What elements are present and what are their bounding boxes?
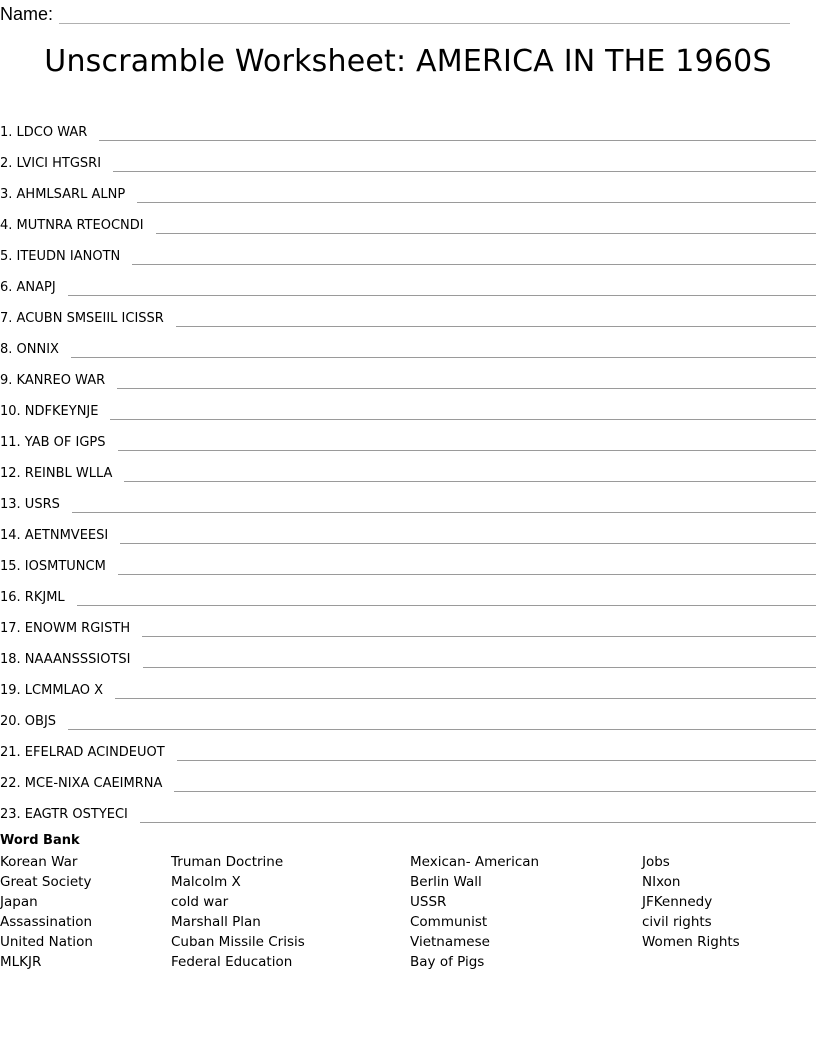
answer-line[interactable] (118, 436, 816, 451)
word-bank-item: Mexican- American (410, 854, 540, 870)
question-row (0, 637, 816, 668)
scrambled-word: 15. IOSMTUNCM (0, 559, 106, 574)
word-bank-item: Great Society (0, 874, 92, 890)
scrambled-word: 11. YAB OF IGPS (0, 435, 106, 450)
answer-line[interactable] (120, 529, 816, 544)
scrambled-word: 16. RKJML (0, 590, 65, 605)
question-list (0, 110, 816, 823)
scrambled-word: 6. ANAPJ (0, 280, 56, 295)
word-bank-item: Federal Education (171, 954, 293, 970)
scrambled-word: 23. EAGTR OSTYECI (0, 807, 128, 822)
scrambled-word: 19. LCMMLAO X (0, 683, 104, 698)
question-row (0, 606, 816, 637)
word-bank-item: Bay of Pigs (410, 954, 485, 970)
answer-line[interactable] (174, 777, 816, 792)
question-row (0, 730, 816, 761)
scrambled-word: 7. ACUBN SMSEIIL ICISSR (0, 311, 164, 326)
answer-line[interactable] (72, 498, 816, 513)
word-bank-item: Korean War (0, 854, 78, 870)
word-bank-column (642, 852, 740, 952)
answer-line[interactable] (77, 591, 816, 606)
word-bank-item: cold war (171, 894, 229, 910)
answer-line[interactable] (71, 343, 816, 358)
scrambled-word: 8. ONNIX (0, 342, 59, 357)
answer-line[interactable] (140, 808, 816, 823)
answer-line[interactable] (177, 746, 816, 761)
word-bank-item: JFKennedy (642, 894, 713, 910)
word-bank-item: Assassination (0, 914, 93, 930)
question-row (0, 110, 816, 141)
answer-line[interactable] (137, 188, 816, 203)
question-row (0, 668, 816, 699)
word-bank-item: Malcolm X (171, 874, 241, 890)
question-row (0, 172, 816, 203)
scrambled-word: 5. ITEUDN IANOTN (0, 249, 121, 264)
question-row (0, 203, 816, 234)
answer-line[interactable] (113, 157, 816, 172)
question-row (0, 699, 816, 730)
word-bank-item: MLKJR (0, 954, 42, 970)
scrambled-word: 18. NAAANSSSIOTSI (0, 652, 131, 667)
word-bank-title: Word Bank (0, 833, 80, 848)
word-bank-item: Communist (410, 914, 488, 930)
scrambled-word: 14. AETNMVEESI (0, 528, 109, 543)
scrambled-word: 13. USRS (0, 497, 60, 512)
answer-line[interactable] (118, 560, 816, 575)
question-row (0, 420, 816, 451)
name-row (0, 0, 790, 24)
scrambled-word: 4. MUTNRA RTEOCNDI (0, 218, 144, 233)
answer-line[interactable] (143, 653, 816, 668)
word-bank-item: Truman Doctrine (171, 854, 284, 870)
scrambled-word: 9. KANREO WAR (0, 373, 106, 388)
question-row (0, 575, 816, 606)
answer-line[interactable] (142, 622, 816, 637)
word-bank-item: Vietnamese (410, 934, 490, 950)
word-bank-item: Jobs (642, 854, 670, 870)
scrambled-word: 1. LDCO WAR (0, 125, 88, 140)
question-row (0, 234, 816, 265)
answer-line[interactable] (156, 219, 816, 234)
word-bank-grid (0, 852, 816, 982)
scrambled-word: 10. NDFKEYNJE (0, 404, 99, 419)
word-bank-item: NIxon (642, 874, 681, 890)
word-bank-item: civil rights (642, 914, 712, 930)
word-bank (0, 832, 816, 982)
answer-line[interactable] (68, 715, 816, 730)
scrambled-word: 20. OBJS (0, 714, 57, 729)
question-row (0, 141, 816, 172)
word-bank-item: Japan (0, 894, 38, 910)
scrambled-word: 22. MCE-NIXA CAEIMRNA (0, 776, 163, 791)
worksheet-title: Unscramble Worksheet: AMERICA IN THE 1960S (44, 44, 772, 79)
answer-line[interactable] (68, 281, 816, 296)
scrambled-word: 3. AHMLSARL ALNP (0, 187, 126, 202)
question-row (0, 792, 816, 823)
name-field[interactable] (59, 7, 790, 24)
word-bank-item: Women Rights (642, 934, 740, 950)
question-row (0, 327, 816, 358)
word-bank-column (410, 852, 539, 972)
question-row (0, 389, 816, 420)
scrambled-word: 17. ENOWM RGISTH (0, 621, 131, 636)
answer-line[interactable] (115, 684, 816, 699)
answer-line[interactable] (124, 467, 816, 482)
answer-line[interactable] (132, 250, 816, 265)
scrambled-word: 21. EFELRAD ACINDEUOT (0, 745, 165, 760)
word-bank-item: Berlin Wall (410, 874, 482, 890)
question-row (0, 358, 816, 389)
answer-line[interactable] (99, 126, 816, 141)
question-row (0, 544, 816, 575)
scrambled-word: 12. REINBL WLLA (0, 466, 113, 481)
question-row (0, 513, 816, 544)
word-bank-item: Cuban Missile Crisis (171, 934, 305, 950)
word-bank-item: Marshall Plan (171, 914, 261, 930)
name-label: Name: (0, 4, 54, 24)
scrambled-word: 2. LVICI HTGSRI (0, 156, 102, 171)
word-bank-item: USSR (410, 894, 447, 910)
question-row (0, 265, 816, 296)
word-bank-column (171, 852, 305, 972)
question-row (0, 296, 816, 327)
answer-line[interactable] (110, 405, 816, 420)
word-bank-column (0, 852, 93, 972)
question-row (0, 451, 816, 482)
answer-line[interactable] (176, 312, 816, 327)
word-bank-item: United Nation (0, 934, 93, 950)
answer-line[interactable] (117, 374, 816, 389)
question-row (0, 761, 816, 792)
question-row (0, 482, 816, 513)
